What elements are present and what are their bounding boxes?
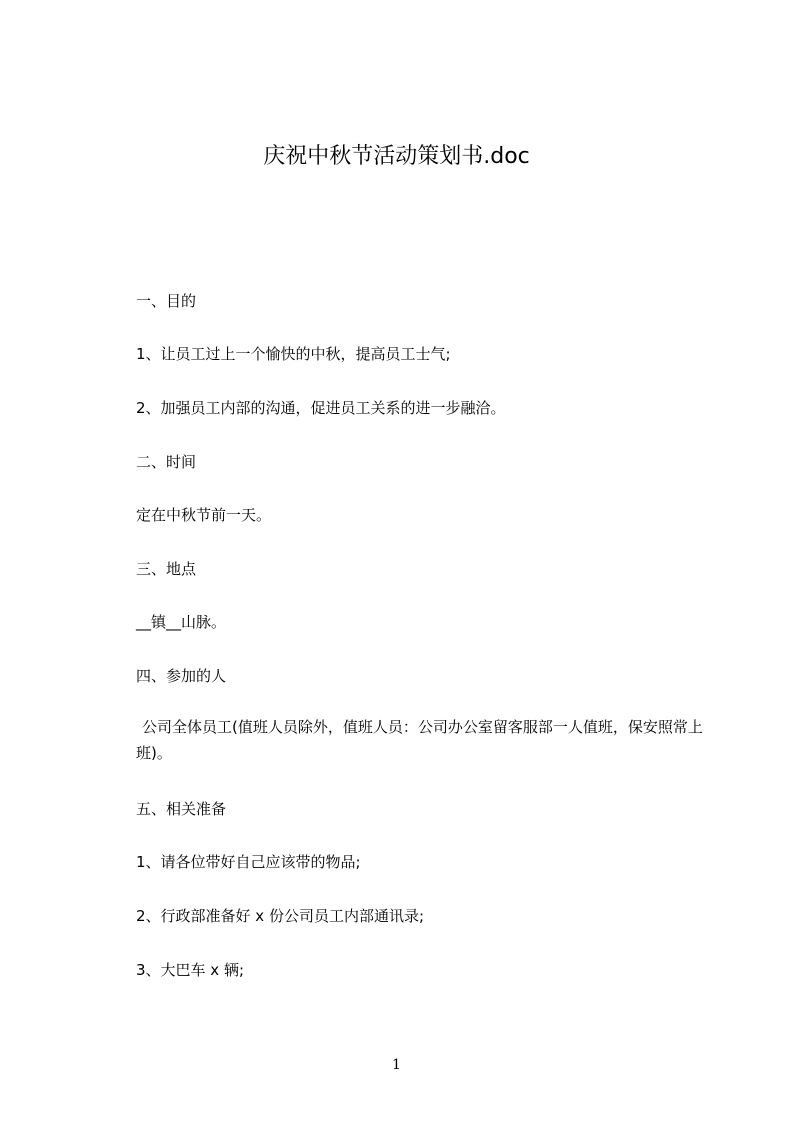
- paragraph-purpose-2: 2、加强员工内部的沟通，促进员工关系的进一步融洽。: [136, 399, 506, 417]
- document-title: 庆祝中秋节活动策划书.doc: [263, 144, 530, 169]
- section-heading-purpose: 一、目的: [136, 292, 197, 310]
- page-number: 1: [392, 1057, 401, 1073]
- section-heading-participants: 四、参加的人: [136, 667, 227, 685]
- paragraph-time: 定在中秋节前一天。: [136, 506, 272, 524]
- paragraph-participants: 公司全体员工(值班人员除外，值班人员：公司办公室留客服部一人值班，保安照常上班)。: [136, 718, 703, 762]
- paragraph-preparation-2: 2、行政部准备好 x 份公司员工内部通讯录;: [136, 907, 425, 925]
- paragraph-preparation-3: 3、大巴车 x 辆;: [136, 961, 245, 979]
- section-heading-location: 三、地点: [136, 560, 197, 578]
- paragraph-location: __镇__山脉。: [136, 613, 227, 631]
- paragraph-preparation-1: 1、请各位带好自己应该带的物品;: [136, 853, 361, 871]
- paragraph-purpose-1: 1、让员工过上一个愉快的中秋，提高员工士气;: [136, 345, 451, 363]
- section-heading-time: 二、时间: [136, 453, 197, 471]
- section-heading-preparation: 五、相关准备: [136, 800, 227, 818]
